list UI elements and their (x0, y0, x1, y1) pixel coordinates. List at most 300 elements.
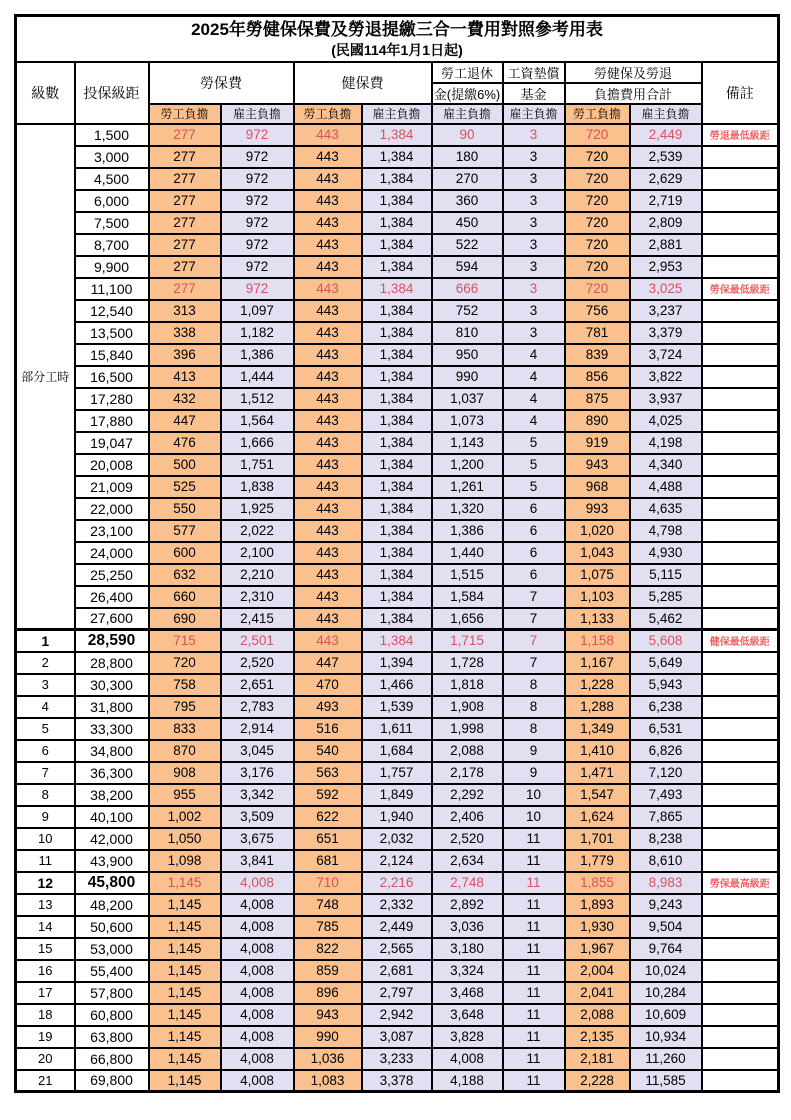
health-employer-cell: 1,384 (362, 498, 432, 520)
subheader-total-employer: 雇主負擔 (630, 104, 702, 124)
labor-employer-cell: 4,008 (221, 960, 294, 982)
total-employee-cell: 890 (565, 410, 630, 432)
note-cell (702, 784, 779, 806)
total-employer-cell: 3,379 (630, 322, 702, 344)
subheader-total-employee: 勞工負擔 (565, 104, 630, 124)
labor-employee-cell: 1,145 (149, 982, 221, 1004)
note-cell (702, 542, 779, 564)
labor-employee-cell: 870 (149, 740, 221, 762)
health-employee-cell: 710 (294, 872, 362, 894)
table-row (16, 454, 779, 476)
pension-employer-cell: 270 (432, 168, 503, 190)
total-employee-cell: 1,893 (565, 894, 630, 916)
level-cell: 9 (16, 806, 75, 828)
health-employee-cell: 443 (294, 630, 362, 652)
table-row (16, 718, 779, 740)
total-employer-cell: 4,340 (630, 454, 702, 476)
note-cell (702, 894, 779, 916)
note-cell (702, 234, 779, 256)
total-employee-cell: 1,075 (565, 564, 630, 586)
note-cell: 勞保最高級距 (702, 872, 779, 894)
table-row (16, 1070, 779, 1092)
wage-fund-employer-cell: 8 (503, 674, 565, 696)
health-employee-cell: 443 (294, 476, 362, 498)
bracket-cell: 9,900 (75, 256, 149, 278)
total-employer-cell: 3,237 (630, 300, 702, 322)
health-employee-cell: 785 (294, 916, 362, 938)
wage-fund-employer-cell: 4 (503, 366, 565, 388)
total-employee-cell: 781 (565, 322, 630, 344)
health-employer-cell: 1,384 (362, 278, 432, 300)
level-cell: 8 (16, 784, 75, 806)
bracket-cell: 3,000 (75, 146, 149, 168)
table-row (16, 872, 779, 894)
level-cell: 20 (16, 1048, 75, 1070)
total-employee-cell: 1,349 (565, 718, 630, 740)
total-employee-cell: 839 (565, 344, 630, 366)
note-cell (702, 476, 779, 498)
note-cell (702, 322, 779, 344)
total-employer-cell: 8,983 (630, 872, 702, 894)
pension-employer-cell: 90 (432, 124, 503, 146)
labor-employee-cell: 277 (149, 190, 221, 212)
health-employee-cell: 443 (294, 498, 362, 520)
pension-employer-cell: 522 (432, 234, 503, 256)
pension-employer-cell: 180 (432, 146, 503, 168)
labor-employee-cell: 1,002 (149, 806, 221, 828)
total-employer-cell: 4,930 (630, 542, 702, 564)
pension-employer-cell: 1,908 (432, 696, 503, 718)
table-row (16, 652, 779, 674)
total-employee-cell: 1,043 (565, 542, 630, 564)
wage-fund-employer-cell: 7 (503, 630, 565, 652)
total-employee-cell: 756 (565, 300, 630, 322)
health-employer-cell: 1,384 (362, 322, 432, 344)
pension-employer-cell: 752 (432, 300, 503, 322)
pension-employer-cell: 666 (432, 278, 503, 300)
table-row (16, 234, 779, 256)
total-employee-cell: 1,133 (565, 608, 630, 630)
total-employer-cell: 9,504 (630, 916, 702, 938)
pension-employer-cell: 1,200 (432, 454, 503, 476)
table-row (16, 982, 779, 1004)
total-employee-cell: 968 (565, 476, 630, 498)
table-row (16, 542, 779, 564)
bracket-cell: 38,200 (75, 784, 149, 806)
wage-fund-employer-cell: 3 (503, 256, 565, 278)
bracket-cell: 69,800 (75, 1070, 149, 1092)
health-employee-cell: 622 (294, 806, 362, 828)
pension-employer-cell: 3,828 (432, 1026, 503, 1048)
health-employer-cell: 2,332 (362, 894, 432, 916)
health-employer-cell: 1,384 (362, 190, 432, 212)
total-employer-cell: 10,024 (630, 960, 702, 982)
labor-employee-cell: 277 (149, 212, 221, 234)
wage-fund-employer-cell: 7 (503, 608, 565, 630)
subheader-wage-fund-employer: 雇主負擔 (503, 104, 565, 124)
total-employer-cell: 7,493 (630, 784, 702, 806)
note-cell (702, 608, 779, 630)
bracket-cell: 66,800 (75, 1048, 149, 1070)
note-cell (702, 740, 779, 762)
labor-employee-cell: 277 (149, 278, 221, 300)
labor-employer-cell: 2,210 (221, 564, 294, 586)
labor-employer-cell: 1,182 (221, 322, 294, 344)
bracket-cell: 28,590 (75, 630, 149, 652)
bracket-cell: 17,880 (75, 410, 149, 432)
total-employer-cell: 11,260 (630, 1048, 702, 1070)
wage-fund-employer-cell: 11 (503, 1070, 565, 1092)
part-time-merged-cell: 部分工時 (16, 124, 75, 630)
note-cell (702, 454, 779, 476)
wage-fund-employer-cell: 11 (503, 1048, 565, 1070)
labor-employer-cell: 2,415 (221, 608, 294, 630)
table-row (16, 476, 779, 498)
table-row (16, 520, 779, 542)
note-cell (702, 1026, 779, 1048)
total-employee-cell: 1,779 (565, 850, 630, 872)
pension-employer-cell: 2,088 (432, 740, 503, 762)
pension-employer-cell: 1,715 (432, 630, 503, 652)
labor-employer-cell: 2,651 (221, 674, 294, 696)
labor-employer-cell: 4,008 (221, 1026, 294, 1048)
total-employee-cell: 1,967 (565, 938, 630, 960)
wage-fund-employer-cell: 7 (503, 586, 565, 608)
note-cell (702, 1004, 779, 1026)
health-employee-cell: 443 (294, 454, 362, 476)
level-cell: 4 (16, 696, 75, 718)
bracket-cell: 1,500 (75, 124, 149, 146)
table-row (16, 498, 779, 520)
labor-employee-cell: 690 (149, 608, 221, 630)
health-employer-cell: 1,384 (362, 344, 432, 366)
health-employer-cell: 1,384 (362, 256, 432, 278)
pension-employer-cell: 1,728 (432, 652, 503, 674)
labor-employee-cell: 1,145 (149, 1048, 221, 1070)
pension-employer-cell: 2,892 (432, 894, 503, 916)
pension-employer-cell: 1,143 (432, 432, 503, 454)
health-employer-cell: 1,384 (362, 388, 432, 410)
health-employee-cell: 443 (294, 388, 362, 410)
bracket-cell: 7,500 (75, 212, 149, 234)
health-employer-cell: 1,384 (362, 300, 432, 322)
wage-fund-employer-cell: 3 (503, 234, 565, 256)
total-employer-cell: 8,238 (630, 828, 702, 850)
table-row (16, 344, 779, 366)
labor-employer-cell: 2,100 (221, 542, 294, 564)
total-employer-cell: 5,943 (630, 674, 702, 696)
table-row (16, 674, 779, 696)
wage-fund-employer-cell: 5 (503, 476, 565, 498)
bracket-cell: 30,300 (75, 674, 149, 696)
labor-employee-cell: 313 (149, 300, 221, 322)
health-employer-cell: 1,384 (362, 366, 432, 388)
page-subtitle: (民國114年1月1日起) (331, 41, 463, 58)
labor-employer-cell: 1,097 (221, 300, 294, 322)
labor-employer-cell: 1,925 (221, 498, 294, 520)
level-cell: 1 (16, 630, 75, 652)
labor-employee-cell: 715 (149, 630, 221, 652)
health-employer-cell: 1,384 (362, 564, 432, 586)
pension-employer-cell: 4,008 (432, 1048, 503, 1070)
pension-employer-cell: 1,515 (432, 564, 503, 586)
total-employee-cell: 1,410 (565, 740, 630, 762)
level-cell: 12 (16, 872, 75, 894)
health-employee-cell: 443 (294, 344, 362, 366)
wage-fund-employer-cell: 3 (503, 300, 565, 322)
health-employee-cell: 443 (294, 300, 362, 322)
subheader-pension-employer: 雇主負擔 (432, 104, 503, 124)
col-header-total-line2: 負擔費用合計 (565, 83, 702, 104)
wage-fund-employer-cell: 9 (503, 740, 565, 762)
table-row (16, 190, 779, 212)
total-employee-cell: 2,088 (565, 1004, 630, 1026)
labor-employee-cell: 413 (149, 366, 221, 388)
note-cell (702, 212, 779, 234)
subheader-labor-employer: 雇主負擔 (221, 104, 294, 124)
labor-employee-cell: 833 (149, 718, 221, 740)
total-employee-cell: 1,855 (565, 872, 630, 894)
wage-fund-employer-cell: 3 (503, 146, 565, 168)
total-employer-cell: 2,809 (630, 212, 702, 234)
health-employer-cell: 2,797 (362, 982, 432, 1004)
pension-employer-cell: 1,440 (432, 542, 503, 564)
pension-employer-cell: 2,406 (432, 806, 503, 828)
level-cell: 2 (16, 652, 75, 674)
total-employer-cell: 8,610 (630, 850, 702, 872)
col-header-pension-line1: 勞工退休 (432, 62, 503, 83)
labor-employee-cell: 600 (149, 542, 221, 564)
note-cell (702, 256, 779, 278)
total-employee-cell: 1,020 (565, 520, 630, 542)
bracket-cell: 15,840 (75, 344, 149, 366)
wage-fund-employer-cell: 11 (503, 916, 565, 938)
health-employer-cell: 3,087 (362, 1026, 432, 1048)
total-employee-cell: 2,135 (565, 1026, 630, 1048)
total-employer-cell: 4,025 (630, 410, 702, 432)
health-employee-cell: 443 (294, 190, 362, 212)
bracket-cell: 13,500 (75, 322, 149, 344)
labor-employee-cell: 525 (149, 476, 221, 498)
health-employee-cell: 443 (294, 278, 362, 300)
bracket-cell: 57,800 (75, 982, 149, 1004)
level-cell: 19 (16, 1026, 75, 1048)
total-employee-cell: 1,930 (565, 916, 630, 938)
level-cell: 16 (16, 960, 75, 982)
table-row (16, 740, 779, 762)
health-employee-cell: 443 (294, 212, 362, 234)
total-employer-cell: 4,798 (630, 520, 702, 542)
labor-employee-cell: 1,145 (149, 894, 221, 916)
col-header-wage-fund-line2: 基金 (503, 83, 565, 104)
labor-employee-cell: 1,145 (149, 916, 221, 938)
table-row (16, 256, 779, 278)
bracket-cell: 43,900 (75, 850, 149, 872)
wage-fund-employer-cell: 11 (503, 938, 565, 960)
labor-employer-cell: 1,564 (221, 410, 294, 432)
note-cell (702, 520, 779, 542)
health-employee-cell: 859 (294, 960, 362, 982)
total-employer-cell: 3,822 (630, 366, 702, 388)
note-cell (702, 938, 779, 960)
health-employee-cell: 651 (294, 828, 362, 850)
labor-employee-cell: 1,145 (149, 1026, 221, 1048)
bracket-cell: 28,800 (75, 652, 149, 674)
total-employer-cell: 5,462 (630, 608, 702, 630)
labor-employer-cell: 972 (221, 124, 294, 146)
wage-fund-employer-cell: 11 (503, 1004, 565, 1026)
level-cell: 21 (16, 1070, 75, 1092)
total-employer-cell: 11,585 (630, 1070, 702, 1092)
note-cell (702, 652, 779, 674)
health-employer-cell: 2,216 (362, 872, 432, 894)
labor-employer-cell: 4,008 (221, 938, 294, 960)
table-row (16, 784, 779, 806)
note-cell (702, 828, 779, 850)
health-employee-cell: 443 (294, 564, 362, 586)
bracket-cell: 33,300 (75, 718, 149, 740)
labor-employer-cell: 972 (221, 190, 294, 212)
labor-employee-cell: 277 (149, 146, 221, 168)
labor-employee-cell: 1,145 (149, 938, 221, 960)
labor-employee-cell: 632 (149, 564, 221, 586)
labor-employer-cell: 972 (221, 168, 294, 190)
health-employee-cell: 443 (294, 322, 362, 344)
note-cell (702, 982, 779, 1004)
health-employee-cell: 516 (294, 718, 362, 740)
health-employee-cell: 681 (294, 850, 362, 872)
wage-fund-employer-cell: 11 (503, 872, 565, 894)
total-employer-cell: 9,764 (630, 938, 702, 960)
labor-employee-cell: 1,145 (149, 872, 221, 894)
pension-employer-cell: 450 (432, 212, 503, 234)
pension-employer-cell: 360 (432, 190, 503, 212)
health-employee-cell: 540 (294, 740, 362, 762)
note-cell (702, 850, 779, 872)
labor-employer-cell: 3,045 (221, 740, 294, 762)
pension-employer-cell: 594 (432, 256, 503, 278)
bracket-cell: 34,800 (75, 740, 149, 762)
table-row (16, 696, 779, 718)
health-employer-cell: 3,233 (362, 1048, 432, 1070)
health-employer-cell: 1,757 (362, 762, 432, 784)
bracket-cell: 55,400 (75, 960, 149, 982)
health-employee-cell: 470 (294, 674, 362, 696)
health-employee-cell: 443 (294, 124, 362, 146)
bracket-cell: 48,200 (75, 894, 149, 916)
health-employer-cell: 1,384 (362, 234, 432, 256)
health-employer-cell: 2,124 (362, 850, 432, 872)
bracket-cell: 21,009 (75, 476, 149, 498)
level-cell: 14 (16, 916, 75, 938)
labor-employee-cell: 1,145 (149, 1070, 221, 1092)
table-row (16, 432, 779, 454)
level-cell: 5 (16, 718, 75, 740)
pension-employer-cell: 2,748 (432, 872, 503, 894)
bracket-cell: 26,400 (75, 586, 149, 608)
bracket-cell: 40,100 (75, 806, 149, 828)
table-row (16, 366, 779, 388)
table-title-block (16, 16, 779, 62)
bracket-cell: 31,800 (75, 696, 149, 718)
wage-fund-employer-cell: 6 (503, 564, 565, 586)
table-row (16, 850, 779, 872)
fee-table (14, 14, 780, 1093)
note-cell (702, 388, 779, 410)
level-cell: 6 (16, 740, 75, 762)
pension-employer-cell: 1,037 (432, 388, 503, 410)
labor-employer-cell: 4,008 (221, 894, 294, 916)
labor-employee-cell: 476 (149, 432, 221, 454)
total-employee-cell: 1,158 (565, 630, 630, 652)
wage-fund-employer-cell: 11 (503, 1026, 565, 1048)
pension-employer-cell: 1,073 (432, 410, 503, 432)
bracket-cell: 53,000 (75, 938, 149, 960)
pension-employer-cell: 2,178 (432, 762, 503, 784)
note-cell (702, 300, 779, 322)
total-employee-cell: 720 (565, 124, 630, 146)
bracket-cell: 16,500 (75, 366, 149, 388)
note-cell (702, 960, 779, 982)
total-employer-cell: 10,284 (630, 982, 702, 1004)
health-employee-cell: 1,036 (294, 1048, 362, 1070)
total-employee-cell: 720 (565, 278, 630, 300)
labor-employer-cell: 972 (221, 212, 294, 234)
total-employer-cell: 5,115 (630, 564, 702, 586)
table-row (16, 1048, 779, 1070)
table-row (16, 1026, 779, 1048)
wage-fund-employer-cell: 6 (503, 520, 565, 542)
labor-employee-cell: 277 (149, 168, 221, 190)
health-employer-cell: 1,384 (362, 124, 432, 146)
pension-employer-cell: 4,188 (432, 1070, 503, 1092)
total-employer-cell: 4,198 (630, 432, 702, 454)
labor-employee-cell: 1,098 (149, 850, 221, 872)
note-cell (702, 146, 779, 168)
labor-employer-cell: 2,783 (221, 696, 294, 718)
health-employer-cell: 1,384 (362, 212, 432, 234)
table-row (16, 762, 779, 784)
health-employee-cell: 443 (294, 146, 362, 168)
health-employee-cell: 443 (294, 608, 362, 630)
labor-employer-cell: 2,520 (221, 652, 294, 674)
total-employer-cell: 7,120 (630, 762, 702, 784)
wage-fund-employer-cell: 4 (503, 388, 565, 410)
pension-employer-cell: 990 (432, 366, 503, 388)
total-employee-cell: 1,103 (565, 586, 630, 608)
labor-employee-cell: 758 (149, 674, 221, 696)
health-employee-cell: 443 (294, 234, 362, 256)
level-cell: 13 (16, 894, 75, 916)
total-employer-cell: 10,609 (630, 1004, 702, 1026)
wage-fund-employer-cell: 10 (503, 784, 565, 806)
health-employer-cell: 1,394 (362, 652, 432, 674)
health-employee-cell: 443 (294, 410, 362, 432)
total-employee-cell: 720 (565, 168, 630, 190)
labor-employer-cell: 3,342 (221, 784, 294, 806)
bracket-cell: 36,300 (75, 762, 149, 784)
note-cell (702, 762, 779, 784)
health-employer-cell: 1,849 (362, 784, 432, 806)
health-employee-cell: 443 (294, 520, 362, 542)
total-employee-cell: 2,228 (565, 1070, 630, 1092)
table-row (16, 938, 779, 960)
total-employee-cell: 1,701 (565, 828, 630, 850)
health-employee-cell: 822 (294, 938, 362, 960)
labor-employee-cell: 908 (149, 762, 221, 784)
labor-employer-cell: 1,838 (221, 476, 294, 498)
note-cell (702, 190, 779, 212)
